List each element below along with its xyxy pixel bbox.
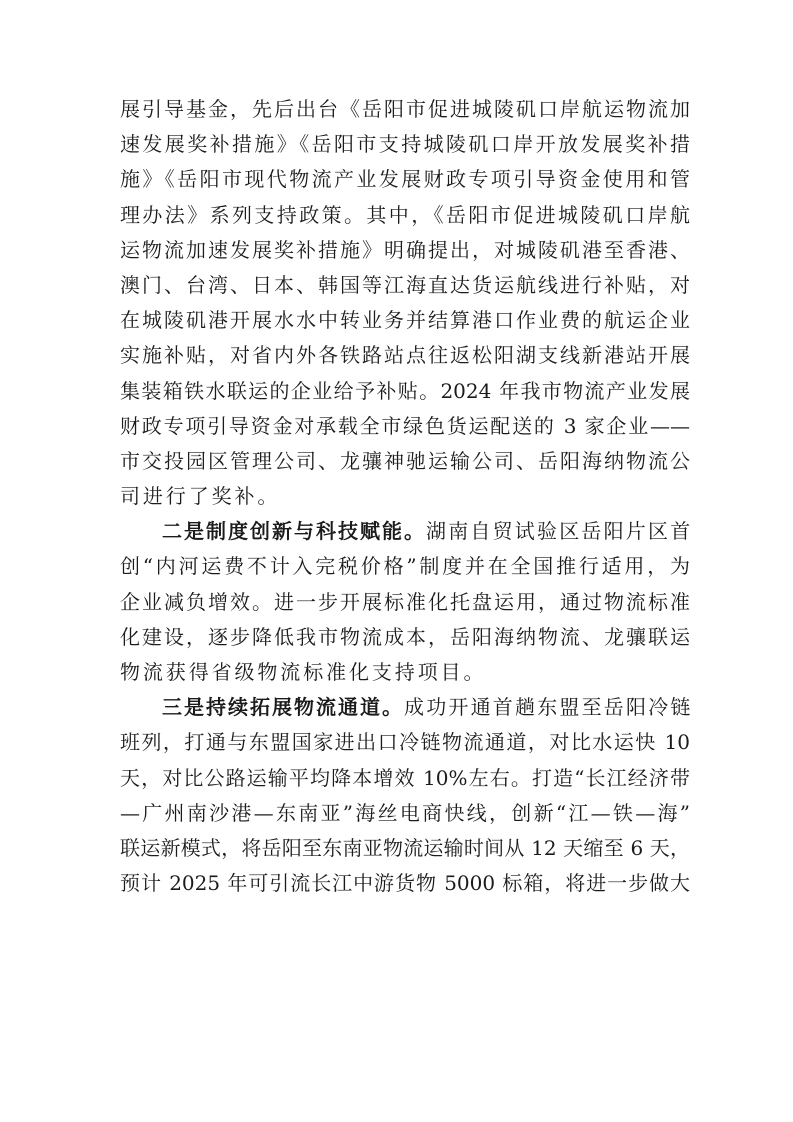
section-heading: 二是制度创新与科技赋能。 — [162, 519, 426, 544]
text-line: 天，对比公路运输平均降本增效 10%左右。打造“长江经济带 — [120, 765, 690, 790]
paragraph-funding-policies — [120, 92, 690, 514]
text-line: 预计 2025 年可引流长江中游货物 5000 标箱，将进一步做大 — [120, 871, 690, 896]
paragraph-logistics-channels — [120, 690, 693, 901]
text-line: 展引导基金，先后出台《岳阳市促进城陵矶口岸航运物流加 — [120, 97, 690, 121]
paragraph-institutional-innovation — [120, 514, 693, 690]
text-fragment: 成功开通首趟东盟至岳阳冷链 — [404, 695, 693, 720]
text-line: 施》《岳阳市现代物流产业发展财政专项引导资金使用和管 — [120, 167, 690, 192]
text-line: 联运新模式，将岳阳至东南亚物流运输时间从 12 天缩至 6 天， — [120, 835, 690, 860]
text-line: 集装箱铁水联运的企业给予补贴。2024 年我市物流产业发展 — [120, 378, 690, 403]
text-line: 财政专项引导资金对承载全市绿色货运配送的 3 家企业—— — [120, 413, 690, 438]
text-line: 物流获得省级物流标准化支持项目。 — [120, 660, 487, 684]
text-line: 运物流加速发展奖补措施》明确提出，对城陵矶港至香港、 — [120, 237, 690, 262]
text-line: 速发展奖补措施》《岳阳市支持城陵矶口岸开放发展奖补措 — [120, 132, 690, 157]
section-heading: 三是持续拓展物流通道。 — [162, 695, 404, 720]
text-line — [120, 690, 693, 725]
text-line: 企业减负增效。进一步开展标准化托盘运用，通过物流标准 — [120, 589, 690, 614]
text-line: 实施补贴，对省内外各铁路站点往返松阳湖支线新港站开展 — [120, 343, 690, 368]
text-line: 在城陵矶港开展水水中转业务并结算港口作业费的航运企业 — [120, 308, 690, 333]
text-line: 班列，打通与东盟国家进出口冷链物流通道，对比水运快 10 — [120, 730, 690, 755]
text-fragment: 湖南自贸试验区岳阳片区首 — [426, 519, 693, 544]
text-line: 化建设，逐步降低我市物流成本，岳阳海纳物流、龙骧联运 — [120, 624, 690, 649]
text-line: —广州南沙港—东南亚”海丝电商快线，创新“江—铁—海” — [120, 800, 690, 825]
text-line: 澳门、台湾、日本、韩国等江海直达货运航线进行补贴，对 — [120, 272, 690, 297]
text-line: 司进行了奖补。 — [120, 484, 281, 509]
text-line: 创“内河运费不计入完税价格”制度并在全国推行适用，为 — [120, 554, 690, 579]
text-line: 市交投园区管理公司、龙骧神驰运输公司、岳阳海纳物流公 — [120, 448, 690, 473]
document-body — [120, 92, 693, 901]
text-line — [120, 514, 693, 549]
text-line: 理办法》系列支持政策。其中，《岳阳市促进城陵矶口岸航 — [120, 202, 690, 227]
